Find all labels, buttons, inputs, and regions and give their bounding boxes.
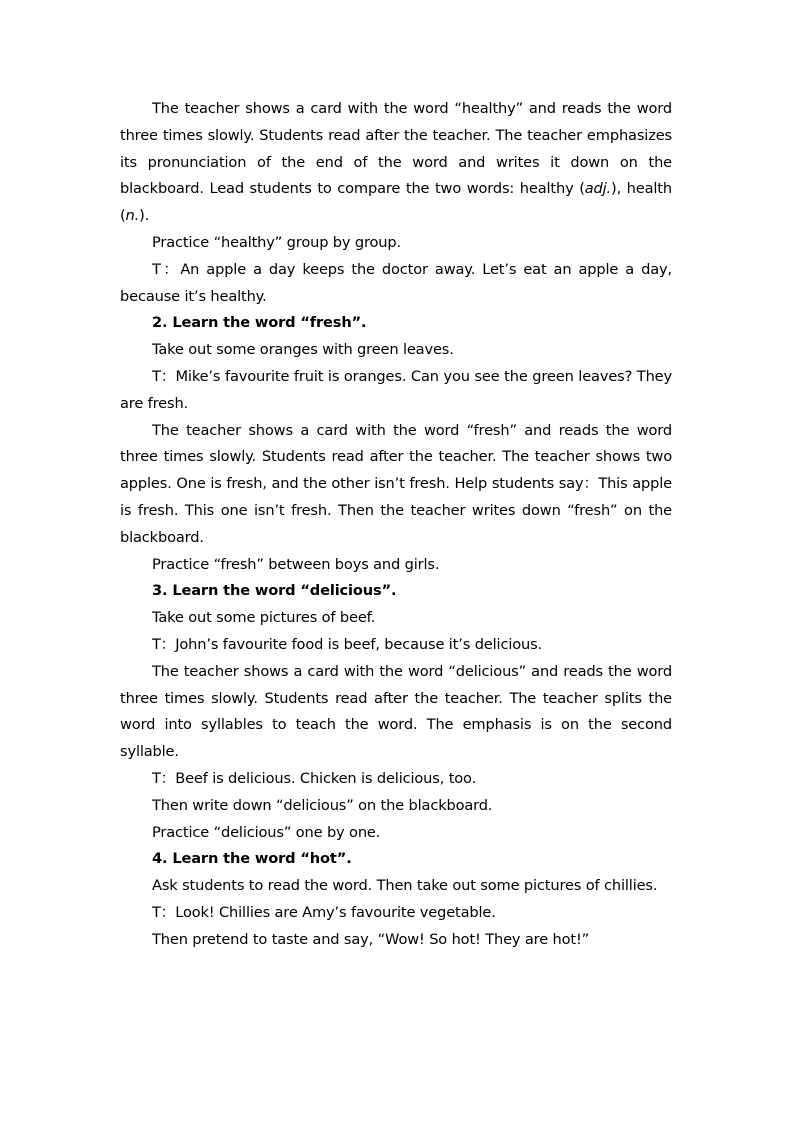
paragraph-text: An apple a day keeps the doctor away. Let’s eat an apple a day, because it’s healthy.	[120, 260, 672, 305]
paragraph-text: ).	[139, 207, 150, 225]
heading-learn-delicious: 3. Learn the word “delicious”.	[152, 582, 397, 600]
heading-learn-fresh: 2. Learn the word “fresh”.	[152, 314, 367, 332]
paragraph-teacher-chillies	[120, 900, 672, 927]
paragraph-fresh-card: The teacher shows a card with the word “fresh” and reads the word three times slowly. Students read after the teacher. The teacher shows two apples. One is fresh, and the other isn’t fresh. Help students say：This apple is fresh. This one isn’t fresh. Then the teacher writes down “fresh” on the blackboard.	[120, 421, 672, 546]
paragraph-teacher-apple	[120, 257, 672, 311]
paragraph-teacher-chicken	[120, 766, 672, 793]
document-body	[120, 96, 672, 954]
paragraph-delicious-card: The teacher shows a card with the word “delicious” and reads the word three times slowly. Students read after the teacher. The teacher splits the word into syllables to teach the word. The emphasis is on the second syllable.	[120, 662, 672, 761]
paragraph-teacher-beef	[120, 632, 672, 659]
teacher-label: T：	[152, 635, 176, 653]
abbr-n: n.	[125, 207, 140, 225]
paragraph-text: Beef is delicious. Chicken is delicious, too.	[175, 769, 477, 787]
paragraph-beef-pictures: Take out some pictures of beef.	[152, 609, 376, 627]
paragraph-text: The teacher shows a card with the word “healthy” and reads the word three times slowly. Students read after the teacher. The teacher emphasizes its pronunciation of the end of the word and writes it down on the blackboard. Lead students to compare the two words: healthy (	[120, 100, 672, 198]
heading-learn-hot: 4. Learn the word “hot”.	[152, 850, 352, 868]
paragraph-oranges: Take out some oranges with green leaves.	[152, 341, 454, 359]
teacher-label: T：	[152, 769, 176, 787]
paragraph-practice-healthy: Practice “healthy” group by group.	[152, 233, 402, 251]
paragraph-text: John’s favourite food is beef, because it’s delicious.	[175, 635, 543, 653]
teacher-label: T：	[152, 903, 176, 921]
abbr-adj: adj.	[584, 180, 612, 198]
teacher-label: T：	[152, 367, 176, 385]
paragraph-write-delicious: Then write down “delicious” on the blackboard.	[152, 796, 493, 814]
paragraph-teacher-oranges	[120, 364, 672, 418]
paragraph-practice-fresh: Practice “fresh” between boys and girls.	[152, 555, 440, 573]
paragraph-text: Mike’s favourite fruit is oranges. Can you see the green leaves? They are fresh.	[120, 367, 672, 412]
paragraph-practice-delicious: Practice “delicious” one by one.	[152, 823, 381, 841]
paragraph-text: ), health (	[120, 180, 672, 225]
teacher-label: T：	[152, 260, 181, 278]
paragraph-healthy-card	[120, 96, 672, 230]
paragraph-taste-hot: Then pretend to taste and say, “Wow! So hot! They are hot!”	[152, 930, 590, 948]
paragraph-chillies-pictures: Ask students to read the word. Then take out some pictures of chillies.	[152, 877, 658, 895]
paragraph-text: Look! Chillies are Amy’s favourite vegetable.	[175, 903, 496, 921]
